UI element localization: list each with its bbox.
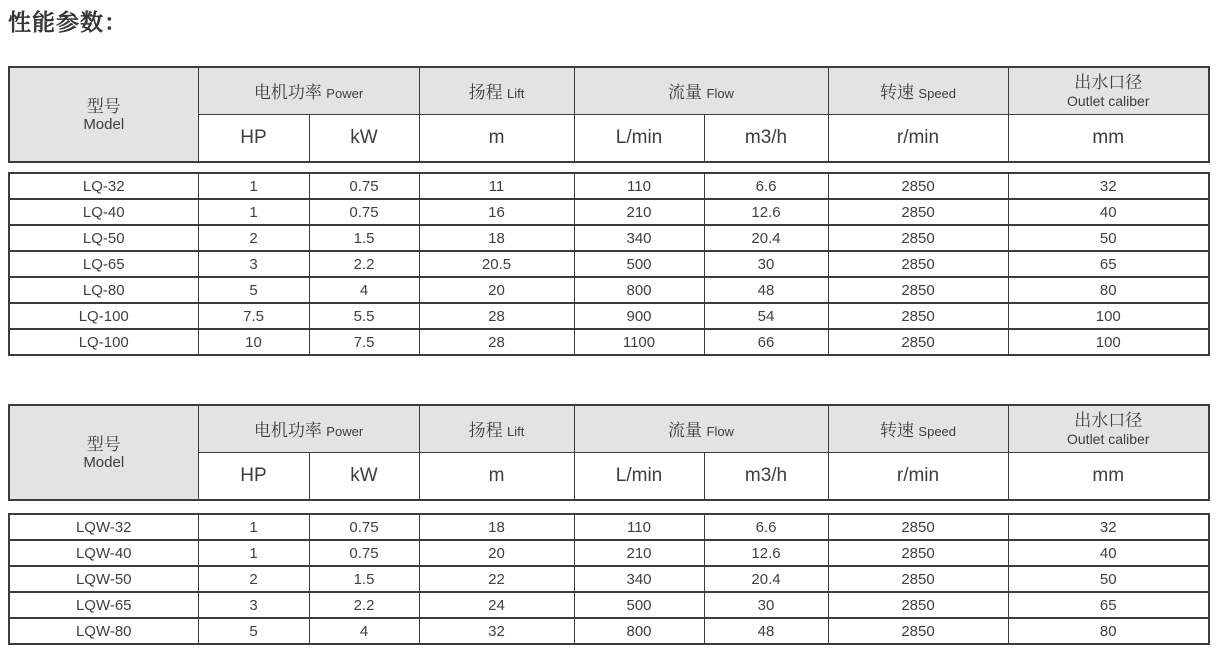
value-cell: 2: [198, 566, 309, 592]
header-power-zh: 电机功率: [253, 83, 322, 103]
value-cell: 80: [1008, 618, 1209, 644]
value-cell: 0.75: [309, 514, 419, 540]
unit-cell-m: m: [419, 452, 574, 500]
header-speed-zh: 转速: [879, 83, 914, 103]
header-outlet-en: Outlet caliber: [1067, 430, 1150, 447]
value-cell: 1.5: [309, 566, 419, 592]
model-cell: LQ-100: [9, 329, 198, 355]
header-flow-zh: 流量: [668, 83, 703, 103]
value-cell: 2850: [828, 618, 1008, 644]
header-power-en: Power: [326, 424, 364, 440]
value-cell: 48: [704, 618, 828, 644]
value-cell: 0.75: [309, 173, 419, 199]
value-cell: 110: [574, 514, 704, 540]
model-cell: LQ-65: [9, 251, 198, 277]
value-cell: 50: [1008, 566, 1209, 592]
unit-cell-lmin: L/min: [574, 114, 704, 162]
value-cell: 80: [1008, 277, 1209, 303]
header-cell-flow: [574, 405, 828, 452]
header-outlet-zh: 出水口径: [1074, 410, 1143, 430]
header-speed-zh: 转速: [879, 421, 914, 441]
header-cell-power: [198, 405, 419, 452]
value-cell: 2: [198, 225, 309, 251]
table-row: [9, 514, 1209, 540]
value-cell: 2850: [828, 277, 1008, 303]
value-cell: 5: [198, 618, 309, 644]
value-cell: 32: [1008, 514, 1209, 540]
value-cell: 2850: [828, 540, 1008, 566]
header-outlet-en: Outlet caliber: [1067, 92, 1150, 109]
page-title: 性能参数：: [8, 9, 128, 35]
table-row: [9, 592, 1209, 618]
value-cell: 800: [574, 618, 704, 644]
value-cell: 32: [419, 618, 574, 644]
value-cell: 12.6: [704, 540, 828, 566]
value-cell: 500: [574, 592, 704, 618]
value-cell: 2850: [828, 303, 1008, 329]
table-row: [9, 329, 1209, 355]
header-model-zh: 型号: [86, 96, 121, 116]
model-cell: LQW-40: [9, 540, 198, 566]
value-cell: 65: [1008, 592, 1209, 618]
unit-cell-hp: HP: [198, 114, 309, 162]
value-cell: 18: [419, 225, 574, 251]
value-cell: 100: [1008, 329, 1209, 355]
value-cell: 0.75: [309, 540, 419, 566]
unit-cell-kw: kW: [309, 114, 419, 162]
model-cell: LQ-50: [9, 225, 198, 251]
value-cell: 1: [198, 173, 309, 199]
table-row: [9, 173, 1209, 199]
value-cell: 10: [198, 329, 309, 355]
model-cell: LQ-100: [9, 303, 198, 329]
value-cell: 20: [419, 277, 574, 303]
header-cell-model: [9, 405, 198, 500]
value-cell: 2.2: [309, 251, 419, 277]
model-cell: LQW-80: [9, 618, 198, 644]
value-cell: 30: [704, 592, 828, 618]
spec-table-lqw-header: [8, 404, 1210, 501]
value-cell: 20.4: [704, 225, 828, 251]
header-outlet-zh: 出水口径: [1074, 72, 1143, 92]
value-cell: 48: [704, 277, 828, 303]
value-cell: 18: [419, 514, 574, 540]
header-flow-en: Flow: [706, 424, 734, 440]
value-cell: 340: [574, 225, 704, 251]
value-cell: 2850: [828, 225, 1008, 251]
unit-cell-rmin: r/min: [828, 114, 1008, 162]
value-cell: 4: [309, 277, 419, 303]
header-lift-en: Lift: [507, 86, 525, 102]
unit-cell-mm: mm: [1008, 114, 1209, 162]
header-cell-flow: [574, 67, 828, 114]
value-cell: 6.6: [704, 514, 828, 540]
value-cell: 1: [198, 540, 309, 566]
table-row: [9, 540, 1209, 566]
value-cell: 24: [419, 592, 574, 618]
header-speed-en: Speed: [918, 424, 957, 440]
value-cell: 2850: [828, 566, 1008, 592]
value-cell: 800: [574, 277, 704, 303]
header-model-en: Model: [83, 453, 125, 471]
spec-table-lq-body: [8, 172, 1210, 356]
unit-cell-kw: kW: [309, 452, 419, 500]
model-cell: LQW-32: [9, 514, 198, 540]
header-speed-en: Speed: [918, 86, 957, 102]
header-power-en: Power: [326, 86, 364, 102]
spec-table-lqw-body: [8, 513, 1210, 645]
unit-cell-rmin: r/min: [828, 452, 1008, 500]
model-cell: LQ-40: [9, 199, 198, 225]
table-row: [9, 303, 1209, 329]
value-cell: 2850: [828, 173, 1008, 199]
value-cell: 2850: [828, 514, 1008, 540]
header-power-zh: 电机功率: [253, 421, 322, 441]
unit-cell-mm: mm: [1008, 452, 1209, 500]
value-cell: 6.6: [704, 173, 828, 199]
value-cell: 210: [574, 199, 704, 225]
value-cell: 900: [574, 303, 704, 329]
value-cell: 2.2: [309, 592, 419, 618]
spec-table-lq: [8, 66, 1208, 356]
model-cell: LQ-80: [9, 277, 198, 303]
value-cell: 5: [198, 277, 309, 303]
header-flow-zh: 流量: [668, 421, 703, 441]
header-lift-zh: 扬程: [468, 421, 503, 441]
value-cell: 1100: [574, 329, 704, 355]
value-cell: 3: [198, 592, 309, 618]
value-cell: 20.4: [704, 566, 828, 592]
header-cell-lift: [419, 405, 574, 452]
header-cell-outlet: [1008, 67, 1209, 114]
table-row: [9, 618, 1209, 644]
value-cell: 40: [1008, 540, 1209, 566]
header-model-en: Model: [83, 115, 125, 133]
unit-cell-lmin: L/min: [574, 452, 704, 500]
unit-cell-m3h: m3/h: [704, 452, 828, 500]
value-cell: 32: [1008, 173, 1209, 199]
value-cell: 28: [419, 303, 574, 329]
value-cell: 2850: [828, 251, 1008, 277]
value-cell: 210: [574, 540, 704, 566]
value-cell: 40: [1008, 199, 1209, 225]
value-cell: 100: [1008, 303, 1209, 329]
value-cell: 4: [309, 618, 419, 644]
header-flow-en: Flow: [706, 86, 734, 102]
model-cell: LQW-50: [9, 566, 198, 592]
value-cell: 2850: [828, 199, 1008, 225]
value-cell: 65: [1008, 251, 1209, 277]
table-row: [9, 277, 1209, 303]
value-cell: 30: [704, 251, 828, 277]
value-cell: 12.6: [704, 199, 828, 225]
value-cell: 2850: [828, 329, 1008, 355]
value-cell: 7.5: [198, 303, 309, 329]
header-cell-speed: [828, 67, 1008, 114]
model-cell: LQW-65: [9, 592, 198, 618]
value-cell: 2850: [828, 592, 1008, 618]
value-cell: 20: [419, 540, 574, 566]
value-cell: 1.5: [309, 225, 419, 251]
unit-cell-hp: HP: [198, 452, 309, 500]
value-cell: 110: [574, 173, 704, 199]
value-cell: 7.5: [309, 329, 419, 355]
unit-cell-m: m: [419, 114, 574, 162]
value-cell: 500: [574, 251, 704, 277]
value-cell: 1: [198, 199, 309, 225]
value-cell: 16: [419, 199, 574, 225]
value-cell: 3: [198, 251, 309, 277]
header-cell-lift: [419, 67, 574, 114]
table-row: [9, 251, 1209, 277]
spec-table-lqw: [8, 404, 1208, 645]
header-lift-zh: 扬程: [468, 83, 503, 103]
header-lift-en: Lift: [507, 424, 525, 440]
value-cell: 28: [419, 329, 574, 355]
table-row: [9, 566, 1209, 592]
value-cell: 11: [419, 173, 574, 199]
value-cell: 66: [704, 329, 828, 355]
value-cell: 50: [1008, 225, 1209, 251]
value-cell: 5.5: [309, 303, 419, 329]
value-cell: 22: [419, 566, 574, 592]
header-cell-speed: [828, 405, 1008, 452]
value-cell: 20.5: [419, 251, 574, 277]
table-row: [9, 225, 1209, 251]
header-cell-power: [198, 67, 419, 114]
value-cell: 340: [574, 566, 704, 592]
unit-cell-m3h: m3/h: [704, 114, 828, 162]
table-row: [9, 199, 1209, 225]
spec-table-lq-header: [8, 66, 1210, 163]
header-cell-outlet: [1008, 405, 1209, 452]
value-cell: 1: [198, 514, 309, 540]
header-cell-model: [9, 67, 198, 162]
model-cell: LQ-32: [9, 173, 198, 199]
value-cell: 0.75: [309, 199, 419, 225]
value-cell: 54: [704, 303, 828, 329]
header-model-zh: 型号: [86, 434, 121, 454]
